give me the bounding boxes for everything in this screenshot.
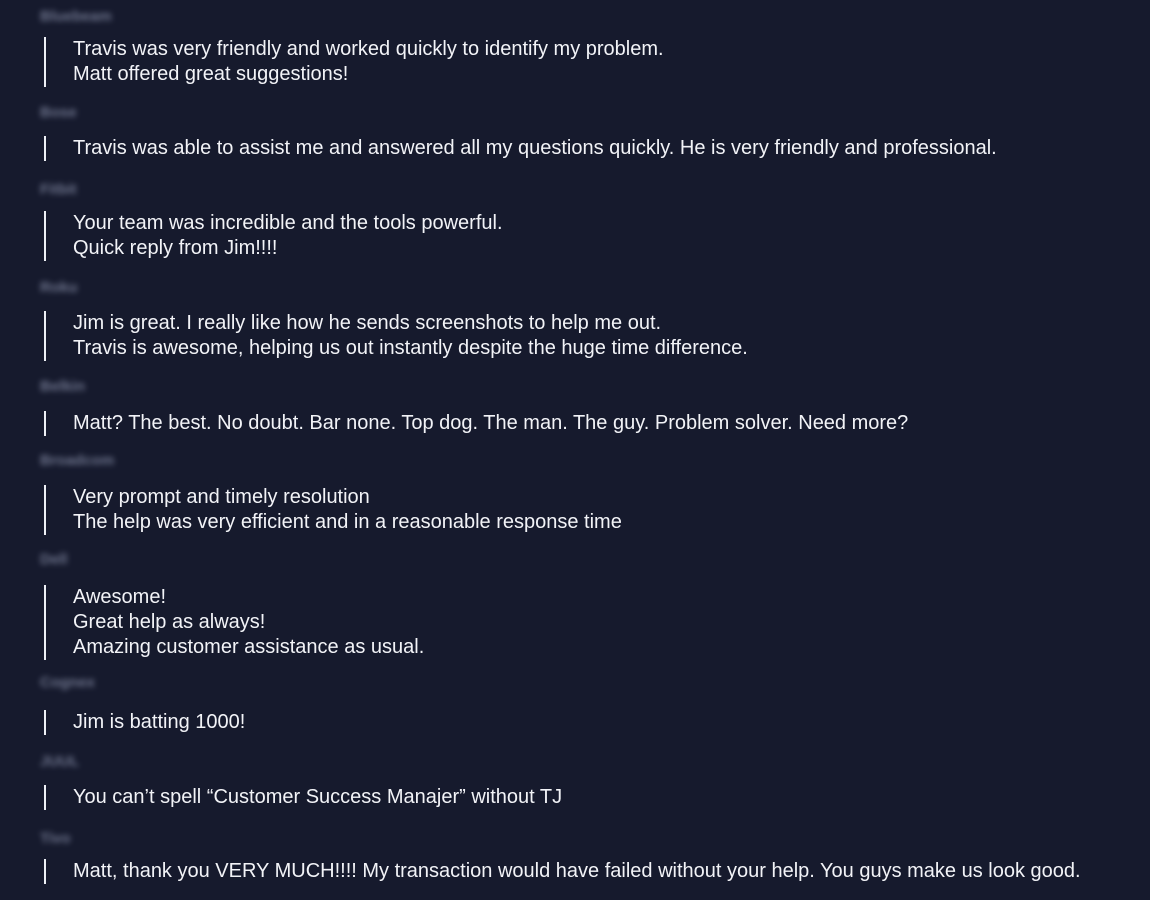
quote-line: Jim is batting 1000!: [73, 711, 246, 733]
company-name: Cognex: [40, 674, 96, 691]
testimonial-quote: [44, 710, 245, 735]
company-name: Bose: [40, 104, 77, 121]
company-name: Fitbit: [40, 181, 77, 198]
testimonial-quote: [44, 411, 908, 436]
quote-line: Matt offered great suggestions!: [73, 63, 349, 85]
testimonial-quote: [44, 485, 622, 535]
testimonial-quote: [44, 211, 503, 261]
company-name: Broadcom: [40, 452, 115, 469]
company-name: Roku: [40, 279, 78, 296]
quote-line: Travis was very friendly and worked quickly to identify my problem.: [73, 38, 664, 60]
quote-line: Amazing customer assistance as usual.: [73, 636, 425, 658]
quote-line: You can’t spell “Customer Success Manajer” without TJ: [73, 786, 563, 808]
testimonial-quote: [44, 311, 748, 361]
testimonial-quote: [44, 136, 997, 161]
company-name: Tivo: [40, 830, 71, 847]
testimonial-quote: [44, 859, 1081, 884]
quote-line: The help was very efficient and in a reasonable response time: [73, 511, 622, 533]
quote-line: Quick reply from Jim!!!!: [73, 237, 278, 259]
testimonial-quote: [44, 585, 424, 660]
quote-line: Matt, thank you VERY MUCH!!!! My transaction would have failed without your help. You guys make us look good.: [73, 860, 1081, 882]
quote-line: Great help as always!: [73, 611, 266, 633]
quote-line: Jim is great. I really like how he sends screenshots to help me out.: [73, 312, 662, 334]
company-name: JUUL: [40, 753, 80, 770]
quote-line: Travis is awesome, helping us out instantly despite the huge time difference.: [73, 337, 748, 359]
quote-line: Travis was able to assist me and answered all my questions quickly. He is very friendly and professional.: [73, 137, 997, 159]
quote-line: Your team was incredible and the tools powerful.: [73, 212, 503, 234]
testimonial-quote: [44, 37, 664, 87]
quote-line: Awesome!: [73, 586, 167, 608]
quote-line: Matt? The best. No doubt. Bar none. Top dog. The man. The guy. Problem solver. Need more?: [73, 412, 909, 434]
company-name: Bluebeam: [40, 8, 112, 25]
company-name: Dell: [40, 551, 68, 568]
testimonial-quote: [44, 785, 562, 810]
company-name: Belkin: [40, 378, 86, 395]
quote-line: Very prompt and timely resolution: [73, 486, 370, 508]
